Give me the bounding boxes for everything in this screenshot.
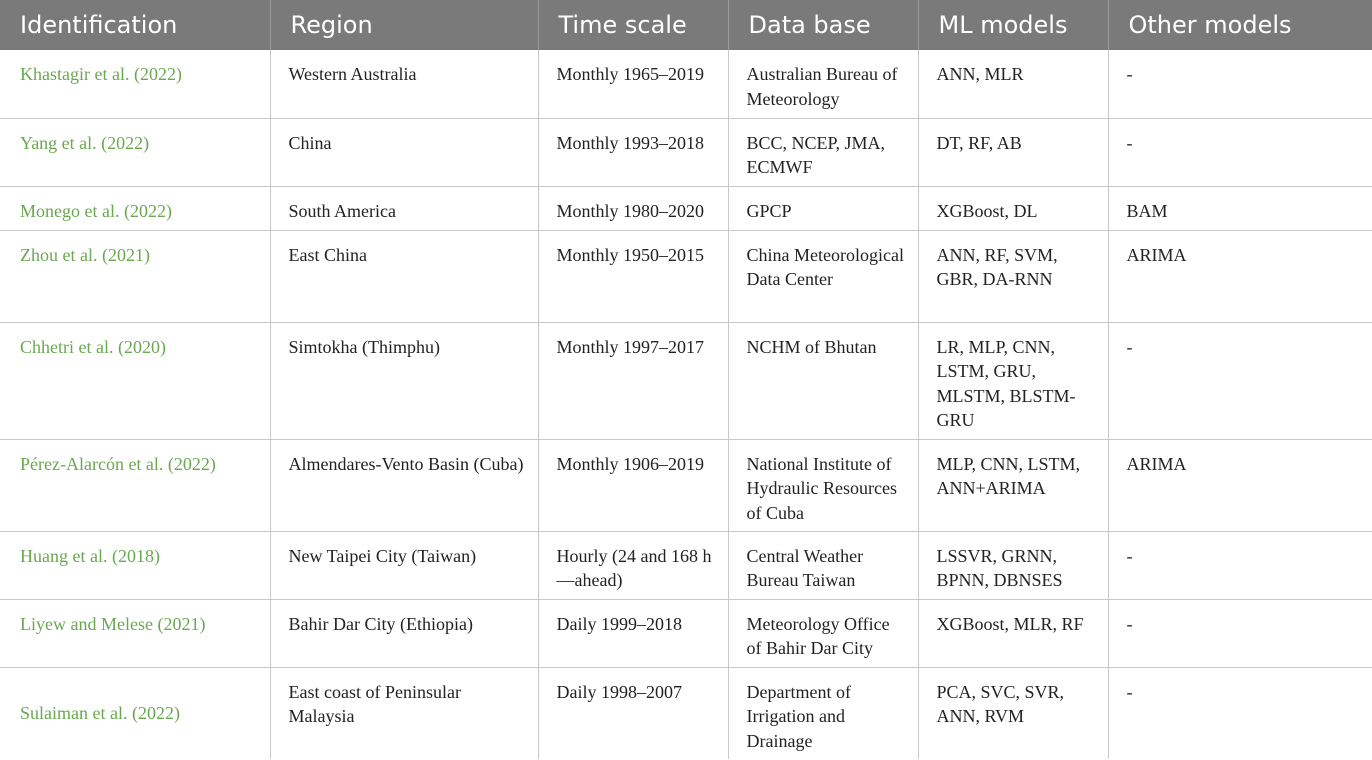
data-base-cell: Meteorology Office of Bahir Dar City bbox=[728, 599, 918, 667]
ml-models-cell: LSSVR, GRNN, BPNN, DBNSES bbox=[918, 531, 1108, 599]
identification-cell: Yang et al. (2022) bbox=[0, 118, 270, 186]
region-cell: China bbox=[270, 118, 538, 186]
region-cell: South America bbox=[270, 186, 538, 230]
ml-models-cell: XGBoost, DL bbox=[918, 186, 1108, 230]
header-time-scale: Time scale bbox=[538, 0, 728, 50]
year-link[interactable]: 2022 bbox=[137, 703, 174, 723]
header-identification: Identification bbox=[0, 0, 270, 50]
author-link[interactable]: Chhetri et al. bbox=[20, 336, 114, 357]
header-data-base: Data base bbox=[728, 0, 918, 50]
time-scale-cell: Monthly 1993–2018 bbox=[538, 118, 728, 186]
other-models-cell: ARIMA bbox=[1108, 439, 1372, 531]
table-header bbox=[0, 0, 1372, 50]
author-link[interactable]: Yang et al. bbox=[20, 132, 97, 153]
year-link[interactable]: 2018 bbox=[117, 545, 154, 566]
ml-models-cell: LR, MLP, CNN, LSTM, GRU, MLSTM, BLSTM-GRU bbox=[918, 322, 1108, 439]
table-row bbox=[0, 322, 1372, 439]
author-link[interactable]: Huang et al. bbox=[20, 545, 108, 566]
identification-cell: Chhetri et al. (2020) bbox=[0, 322, 270, 439]
ml-models-cell: ANN, MLR bbox=[918, 50, 1108, 118]
region-cell: New Taipei City (Taiwan) bbox=[270, 531, 538, 599]
author-link[interactable]: Liyew and Melese bbox=[20, 613, 153, 634]
identification-cell: Pérez-Alarcón et al. (2022) bbox=[0, 439, 270, 531]
data-base-cell: Australian Bureau of Meteorology bbox=[728, 50, 918, 118]
region-cell: Western Australia bbox=[270, 50, 538, 118]
author-link[interactable]: Pérez-Alarcón et al. bbox=[20, 453, 164, 474]
table-row bbox=[0, 186, 1372, 230]
data-base-cell: Central Weather Bureau Taiwan bbox=[728, 531, 918, 599]
time-scale-cell: Monthly 1980–2020 bbox=[538, 186, 728, 230]
time-scale-cell: Daily 1998–2007 bbox=[538, 667, 728, 759]
identification-cell: Khastagir et al. (2022) bbox=[0, 50, 270, 118]
data-base-cell: BCC, NCEP, JMA, ECMWF bbox=[728, 118, 918, 186]
data-base-cell: NCHM of Bhutan bbox=[728, 322, 918, 439]
header-ml-models: ML models bbox=[918, 0, 1108, 50]
region-cell: East coast of Peninsular Malaysia bbox=[270, 667, 538, 759]
other-models-cell: ARIMA bbox=[1108, 230, 1372, 322]
region-cell: East China bbox=[270, 230, 538, 322]
table-row bbox=[0, 667, 1372, 759]
identification-cell: Liyew and Melese (2021) bbox=[0, 599, 270, 667]
region-cell: Simtokha (Thimphu) bbox=[270, 322, 538, 439]
header-other-models: Other models bbox=[1108, 0, 1372, 50]
time-scale-cell: Monthly 1997–2017 bbox=[538, 322, 728, 439]
identification-cell: Monego et al. (2022) bbox=[0, 186, 270, 230]
table-row bbox=[0, 599, 1372, 667]
author-link[interactable]: Sulaiman et al. bbox=[20, 703, 128, 723]
identification-cell: Huang et al. (2018) bbox=[0, 531, 270, 599]
time-scale-cell: Monthly 1906–2019 bbox=[538, 439, 728, 531]
author-link[interactable]: Zhou et al. bbox=[20, 244, 98, 265]
data-base-cell: GPCP bbox=[728, 186, 918, 230]
time-scale-cell: Daily 1999–2018 bbox=[538, 599, 728, 667]
ml-models-cell: PCA, SVC, SVR, ANN, RVM bbox=[918, 667, 1108, 759]
table-row bbox=[0, 531, 1372, 599]
table-row bbox=[0, 50, 1372, 118]
time-scale-cell: Monthly 1950–2015 bbox=[538, 230, 728, 322]
ml-models-cell: DT, RF, AB bbox=[918, 118, 1108, 186]
header-region: Region bbox=[270, 0, 538, 50]
region-cell: Bahir Dar City (Ethiopia) bbox=[270, 599, 538, 667]
ml-models-cell: XGBoost, MLR, RF bbox=[918, 599, 1108, 667]
data-base-cell: Department of Irrigation and Drainage bbox=[728, 667, 918, 759]
other-models-cell: BAM bbox=[1108, 186, 1372, 230]
year-link[interactable]: 2021 bbox=[163, 613, 200, 634]
identification-cell: Sulaiman et al. (2022) bbox=[0, 667, 270, 759]
author-link[interactable]: Monego et al. bbox=[20, 200, 120, 221]
other-models-cell: - bbox=[1108, 50, 1372, 118]
table-row bbox=[0, 118, 1372, 186]
year-link[interactable]: 2022 bbox=[139, 64, 176, 84]
other-models-cell: - bbox=[1108, 531, 1372, 599]
year-link[interactable]: 2022 bbox=[173, 453, 210, 474]
table-row bbox=[0, 230, 1372, 322]
year-link[interactable]: 2022 bbox=[129, 200, 166, 221]
author-link[interactable]: Khastagir et al. bbox=[20, 64, 130, 84]
ml-models-cell: ANN, RF, SVM, GBR, DA-RNN bbox=[918, 230, 1108, 322]
ml-models-cell: MLP, CNN, LSTM, ANN+ARIMA bbox=[918, 439, 1108, 531]
other-models-cell: - bbox=[1108, 118, 1372, 186]
region-cell: Almendares-Vento Basin (Cuba) bbox=[270, 439, 538, 531]
year-link[interactable]: 2021 bbox=[107, 244, 144, 265]
data-base-cell: National Institute of Hydraulic Resources of Cuba bbox=[728, 439, 918, 531]
time-scale-cell: Monthly 1965–2019 bbox=[538, 50, 728, 118]
identification-cell: Zhou et al. (2021) bbox=[0, 230, 270, 322]
year-link[interactable]: 2020 bbox=[123, 336, 160, 357]
table-row bbox=[0, 439, 1372, 531]
other-models-cell: - bbox=[1108, 599, 1372, 667]
time-scale-cell: Hourly (24 and 168 h—ahead) bbox=[538, 531, 728, 599]
data-base-cell: China Meteorological Data Center bbox=[728, 230, 918, 322]
other-models-cell: - bbox=[1126, 681, 1133, 702]
other-models-cell: - bbox=[1108, 322, 1372, 439]
year-link[interactable]: 2022 bbox=[107, 132, 144, 153]
